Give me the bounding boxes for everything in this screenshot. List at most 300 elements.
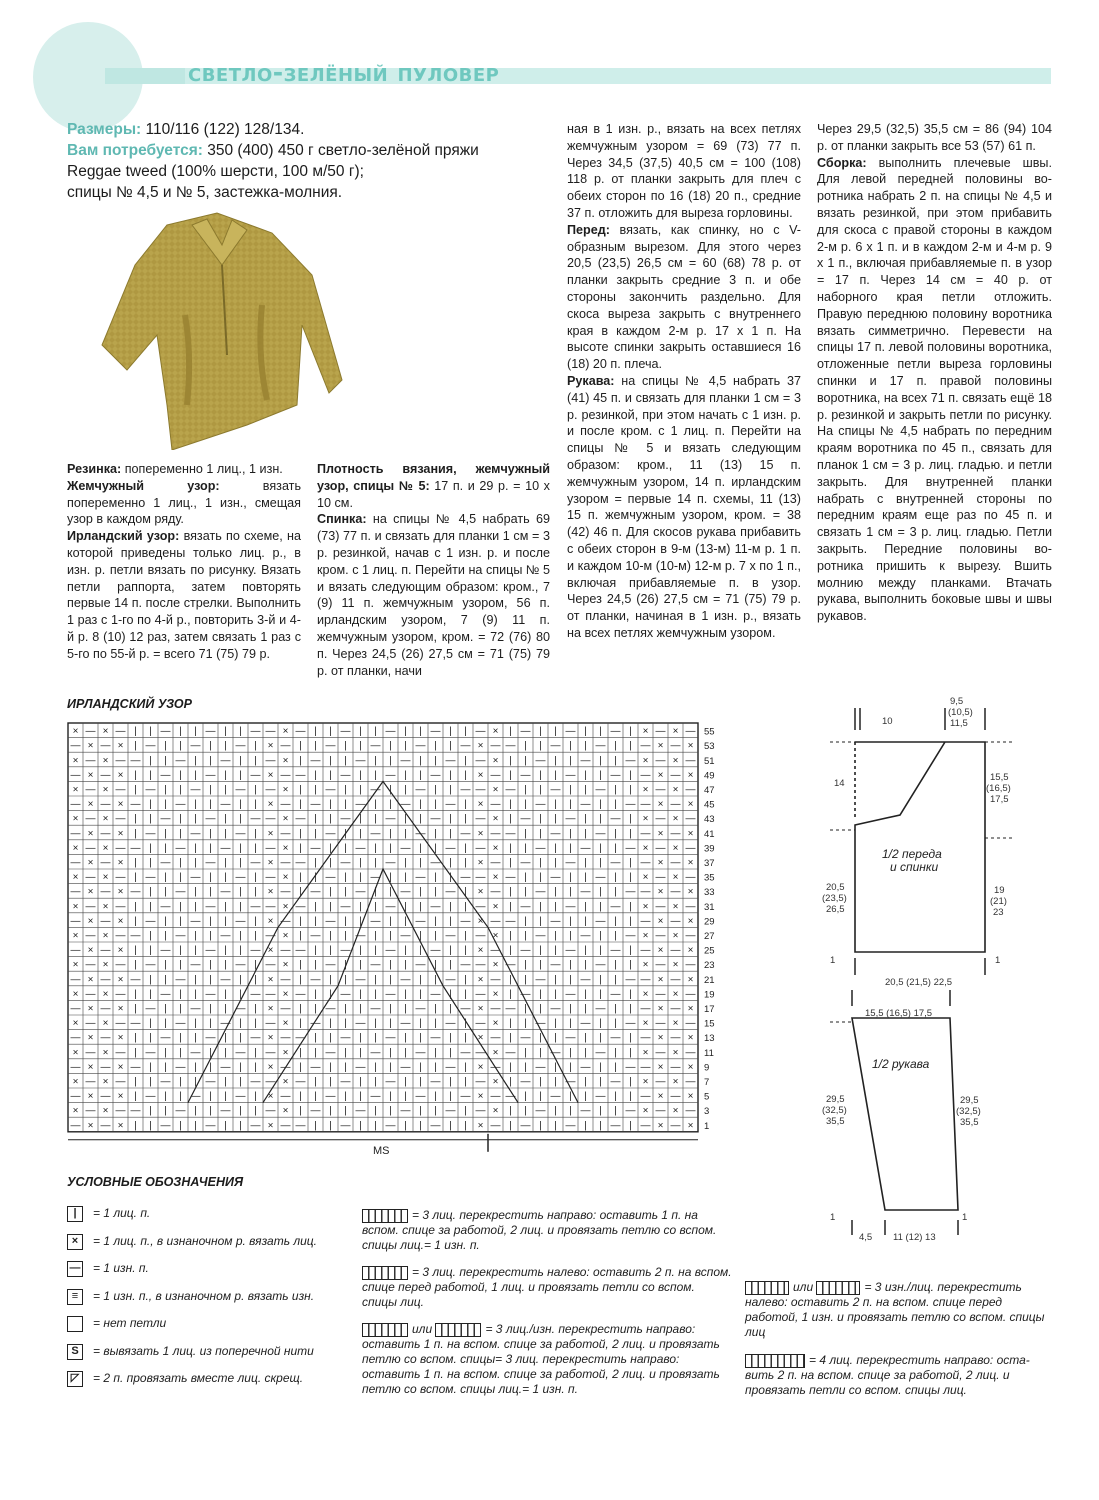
svg-text:—: — [685, 784, 696, 796]
svg-text:×: × [492, 872, 499, 884]
svg-text:—: — [550, 828, 561, 840]
svg-text:|: | [569, 1091, 572, 1103]
svg-text:|: | [224, 901, 227, 913]
svg-text:—: — [100, 740, 111, 752]
svg-text:×: × [492, 901, 499, 913]
svg-text:—: — [475, 1076, 486, 1088]
svg-text:—: — [280, 1032, 291, 1044]
svg-text:|: | [539, 1076, 542, 1088]
svg-text:×: × [687, 769, 694, 781]
body-label-1: 1/2 переда [882, 847, 942, 861]
svg-text:|: | [434, 930, 437, 942]
svg-text:|: | [329, 988, 332, 1000]
svg-text:|: | [539, 1003, 542, 1015]
svg-text:|: | [584, 740, 587, 752]
svg-text:|: | [329, 901, 332, 913]
svg-text:×: × [687, 1120, 694, 1132]
svg-text:|: | [134, 857, 137, 869]
svg-text:—: — [175, 930, 186, 942]
svg-text:|: | [554, 842, 557, 854]
svg-text:|: | [389, 959, 392, 971]
svg-text:|: | [194, 945, 197, 957]
legend-symbol-icon [67, 1316, 83, 1332]
svg-text:|: | [314, 988, 317, 1000]
svg-text:—: — [145, 915, 156, 927]
svg-text:—: — [565, 813, 576, 825]
svg-text:|: | [224, 988, 227, 1000]
svg-text:|: | [539, 945, 542, 957]
svg-text:|: | [209, 959, 212, 971]
svg-text:|: | [524, 784, 527, 796]
svg-text:×: × [267, 857, 274, 869]
svg-text:×: × [102, 930, 109, 942]
svg-text:|: | [164, 1061, 167, 1073]
svg-text:|: | [239, 1120, 242, 1132]
chart-ms-marker [68, 1134, 698, 1157]
svg-text:|: | [299, 740, 302, 752]
svg-text:×: × [282, 930, 289, 942]
svg-text:—: — [520, 945, 531, 957]
svg-text:|: | [374, 1120, 377, 1132]
svg-text:|: | [434, 915, 437, 927]
svg-text:|: | [134, 1003, 137, 1015]
svg-text:×: × [642, 813, 649, 825]
svg-text:|: | [629, 828, 632, 840]
svg-text:|: | [164, 799, 167, 811]
dim-left-lower-2: (23,5) [822, 893, 847, 904]
svg-text:|: | [539, 872, 542, 884]
svg-text:|: | [569, 1003, 572, 1015]
svg-text:|: | [209, 1105, 212, 1117]
svg-text:—: — [610, 1032, 621, 1044]
dim-sleeve-right-3: 35,5 [960, 1117, 979, 1128]
svg-text:|: | [299, 915, 302, 927]
svg-text:|: | [374, 799, 377, 811]
svg-text:|: | [434, 1091, 437, 1103]
svg-text:|: | [194, 799, 197, 811]
svg-text:×: × [282, 1076, 289, 1088]
svg-text:|: | [449, 959, 452, 971]
svg-text:—: — [340, 988, 351, 1000]
svg-text:×: × [87, 974, 94, 986]
svg-text:|: | [509, 769, 512, 781]
svg-text:|: | [194, 988, 197, 1000]
svg-text:|: | [344, 799, 347, 811]
svg-text:|: | [539, 915, 542, 927]
svg-text:—: — [400, 755, 411, 767]
svg-text:—: — [70, 740, 81, 752]
svg-text:—: — [595, 740, 606, 752]
svg-text:|: | [464, 1061, 467, 1073]
sleeve-label: 1/2 рукава [872, 1057, 930, 1071]
dim-one-right: 1 [995, 955, 1001, 966]
svg-text:—: — [265, 930, 276, 942]
svg-text:|: | [584, 726, 587, 738]
svg-text:|: | [449, 726, 452, 738]
svg-text:—: — [145, 1091, 156, 1103]
svg-text:|: | [524, 1091, 527, 1103]
svg-text:|: | [599, 1018, 602, 1030]
svg-text:|: | [464, 945, 467, 957]
svg-text:—: — [220, 886, 231, 898]
svg-text:—: — [685, 1105, 696, 1117]
svg-text:|: | [524, 799, 527, 811]
svg-text:—: — [205, 769, 216, 781]
svg-text:|: | [449, 813, 452, 825]
svg-text:—: — [355, 1018, 366, 1030]
paragraph-text: вязать попеременно 1 лиц., 1 изн., смещая узор в каждом ряду. [67, 478, 302, 527]
svg-text:|: | [434, 1061, 437, 1073]
svg-text:|: | [179, 959, 182, 971]
svg-text:|: | [194, 1018, 197, 1030]
svg-text:—: — [415, 1047, 426, 1059]
svg-text:|: | [359, 959, 362, 971]
svg-text:|: | [344, 1091, 347, 1103]
svg-text:—: — [115, 1076, 126, 1088]
svg-text:|: | [164, 740, 167, 752]
svg-text:|: | [554, 726, 557, 738]
svg-text:|: | [344, 974, 347, 986]
svg-text:×: × [687, 740, 694, 752]
dim-right-lower-3: 23 [993, 907, 1004, 918]
svg-text:—: — [190, 915, 201, 927]
dim-sleeve-top: 15,5 (16,5) 17,5 [865, 1008, 933, 1019]
svg-text:—: — [490, 1032, 501, 1044]
materials-value: 350 (400) 450 г светло-зелёной пряжи [207, 142, 479, 159]
cable-symbol-4a [745, 1281, 789, 1295]
svg-text:—: — [340, 945, 351, 957]
svg-text:—: — [70, 1003, 81, 1015]
svg-text:—: — [445, 1061, 456, 1073]
svg-text:|: | [254, 974, 257, 986]
svg-text:×: × [687, 886, 694, 898]
svg-text:|: | [464, 1032, 467, 1044]
svg-text:—: — [130, 886, 141, 898]
svg-text:|: | [344, 740, 347, 752]
svg-text:—: — [685, 872, 696, 884]
svg-text:×: × [102, 1105, 109, 1117]
svg-text:|: | [329, 799, 332, 811]
paragraph-text: попеременно 1 лиц., 1 изн. [121, 462, 283, 476]
legend-item [67, 1234, 357, 1262]
svg-text:—: — [100, 1032, 111, 1044]
svg-text:—: — [475, 959, 486, 971]
svg-text:—: — [265, 755, 276, 767]
svg-text:—: — [685, 930, 696, 942]
svg-text:|: | [554, 974, 557, 986]
svg-text:|: | [449, 1032, 452, 1044]
dim-bottom-width: 20,5 (21,5) 22,5 [885, 977, 953, 988]
svg-text:|: | [374, 726, 377, 738]
svg-text:×: × [267, 974, 274, 986]
svg-text:|: | [194, 726, 197, 738]
svg-text:—: — [370, 784, 381, 796]
svg-text:—: — [655, 959, 666, 971]
svg-text:—: — [100, 1003, 111, 1015]
svg-text:|: | [164, 872, 167, 884]
paragraph-heading: Плотность вязания, жемчужный узор, спицы № 5: [317, 462, 550, 493]
svg-text:—: — [610, 857, 621, 869]
svg-text:|: | [179, 1003, 182, 1015]
svg-text:—: — [490, 1120, 501, 1132]
svg-text:|: | [404, 769, 407, 781]
svg-text:|: | [194, 769, 197, 781]
svg-text:|: | [449, 1120, 452, 1132]
svg-text:×: × [102, 1076, 109, 1088]
row-number: 53 [704, 741, 715, 753]
svg-text:—: — [625, 755, 636, 767]
svg-text:|: | [164, 842, 167, 854]
svg-text:|: | [599, 755, 602, 767]
svg-text:—: — [610, 813, 621, 825]
svg-text:—: — [220, 842, 231, 854]
svg-text:|: | [164, 1047, 167, 1059]
svg-text:|: | [254, 1105, 257, 1117]
knitting-chart [60, 718, 730, 1178]
svg-text:—: — [115, 988, 126, 1000]
svg-text:|: | [569, 784, 572, 796]
svg-text:—: — [220, 755, 231, 767]
legend-text: = нет петли [93, 1316, 167, 1331]
svg-text:|: | [509, 1105, 512, 1117]
paragraph-heading: Жемчужный узор: [67, 478, 220, 493]
svg-text:—: — [160, 988, 171, 1000]
svg-text:|: | [524, 915, 527, 927]
svg-text:×: × [102, 988, 109, 1000]
svg-text:—: — [115, 1018, 126, 1030]
dim-top-right-1: 9,5 [950, 696, 964, 707]
svg-text:|: | [464, 799, 467, 811]
svg-text:|: | [539, 769, 542, 781]
svg-text:|: | [164, 784, 167, 796]
svg-text:—: — [355, 886, 366, 898]
svg-text:—: — [310, 842, 321, 854]
svg-text:—: — [100, 828, 111, 840]
svg-text:|: | [599, 1032, 602, 1044]
svg-text:—: — [580, 1105, 591, 1117]
svg-text:|: | [584, 784, 587, 796]
svg-text:—: — [205, 726, 216, 738]
svg-text:|: | [374, 857, 377, 869]
svg-text:|: | [389, 915, 392, 927]
svg-text:|: | [509, 726, 512, 738]
svg-text:|: | [509, 842, 512, 854]
svg-text:|: | [389, 1003, 392, 1015]
svg-text:|: | [359, 726, 362, 738]
svg-text:|: | [374, 842, 377, 854]
svg-text:—: — [655, 755, 666, 767]
paragraph-heading: Рукава: [567, 373, 615, 388]
svg-text:×: × [72, 930, 79, 942]
svg-text:|: | [449, 1076, 452, 1088]
svg-text:×: × [642, 784, 649, 796]
svg-text:×: × [72, 1105, 79, 1117]
svg-text:|: | [464, 930, 467, 942]
svg-text:|: | [194, 1105, 197, 1117]
svg-text:—: — [400, 930, 411, 942]
svg-text:×: × [657, 1120, 664, 1132]
svg-text:—: — [505, 959, 516, 971]
svg-text:—: — [145, 784, 156, 796]
svg-text:—: — [670, 740, 681, 752]
svg-text:|: | [329, 1061, 332, 1073]
svg-text:—: — [640, 886, 651, 898]
svg-text:—: — [280, 769, 291, 781]
svg-text:—: — [370, 740, 381, 752]
intro-block [67, 119, 537, 203]
svg-text:—: — [430, 857, 441, 869]
svg-text:|: | [614, 959, 617, 971]
svg-text:|: | [149, 930, 152, 942]
svg-text:|: | [299, 872, 302, 884]
svg-text:×: × [672, 872, 679, 884]
svg-text:|: | [404, 740, 407, 752]
svg-text:|: | [359, 828, 362, 840]
svg-text:×: × [687, 828, 694, 840]
svg-text:—: — [340, 857, 351, 869]
svg-text:×: × [267, 1003, 274, 1015]
paragraph-text: на спицы № 4,5 набрать 69 (73) 77 п. и связать для планки 1 см = 3 р. резинкой, начав с 1 изн. р. и после кром. с 1 лиц. п. Перейти на спицы № 5 и вязать следующим образом: кром., 7 (9) 11 п. жемчужным узором, 56 п. ирландским узором, 7 (9) 11 п. жемчужным узором, кром. = 72 (76) 80 п. Через 24,5 (26) 27,5 см = 71 (75) 79 р. от планки, начи [317, 512, 550, 678]
svg-text:|: | [509, 930, 512, 942]
svg-text:|: | [359, 813, 362, 825]
svg-text:|: | [449, 857, 452, 869]
svg-text:×: × [282, 988, 289, 1000]
svg-text:|: | [329, 886, 332, 898]
svg-text:—: — [160, 1076, 171, 1088]
svg-text:—: — [415, 1003, 426, 1015]
svg-text:×: × [72, 988, 79, 1000]
svg-text:|: | [134, 740, 137, 752]
svg-text:—: — [325, 1091, 336, 1103]
svg-text:|: | [419, 974, 422, 986]
svg-text:—: — [595, 1047, 606, 1059]
svg-text:—: — [340, 769, 351, 781]
svg-text:|: | [179, 1076, 182, 1088]
paragraph [67, 478, 301, 528]
svg-text:|: | [329, 857, 332, 869]
svg-text:—: — [340, 726, 351, 738]
svg-text:—: — [265, 1018, 276, 1030]
svg-text:—: — [250, 988, 261, 1000]
svg-text:—: — [445, 799, 456, 811]
svg-text:|: | [299, 1091, 302, 1103]
svg-text:×: × [687, 1091, 694, 1103]
row-number: 5 [704, 1091, 710, 1103]
svg-text:×: × [267, 1061, 274, 1073]
svg-text:—: — [280, 1120, 291, 1132]
svg-text:|: | [614, 755, 617, 767]
svg-text:|: | [329, 1018, 332, 1030]
svg-text:—: — [100, 799, 111, 811]
svg-text:|: | [449, 945, 452, 957]
svg-text:—: — [475, 872, 486, 884]
svg-text:|: | [359, 1047, 362, 1059]
svg-text:|: | [299, 784, 302, 796]
svg-text:|: | [524, 974, 527, 986]
svg-text:×: × [642, 901, 649, 913]
svg-text:×: × [492, 930, 499, 942]
svg-text:|: | [419, 813, 422, 825]
svg-text:×: × [687, 1061, 694, 1073]
svg-text:×: × [87, 1120, 94, 1132]
svg-text:×: × [687, 974, 694, 986]
svg-text:×: × [282, 872, 289, 884]
svg-text:|: | [374, 945, 377, 957]
row-number: 19 [704, 989, 715, 1001]
svg-text:×: × [642, 872, 649, 884]
svg-text:|: | [404, 988, 407, 1000]
svg-text:—: — [460, 1091, 471, 1103]
svg-text:—: — [580, 1061, 591, 1073]
svg-text:|: | [149, 988, 152, 1000]
svg-text:×: × [657, 915, 664, 927]
svg-text:—: — [175, 1105, 186, 1117]
svg-text:—: — [565, 857, 576, 869]
svg-text:×: × [72, 1076, 79, 1088]
svg-text:—: — [370, 1003, 381, 1015]
svg-text:|: | [374, 755, 377, 767]
svg-text:|: | [389, 1061, 392, 1073]
svg-text:—: — [400, 974, 411, 986]
svg-text:|: | [134, 769, 137, 781]
svg-text:—: — [385, 945, 396, 957]
row-number: 51 [704, 755, 715, 767]
svg-text:|: | [404, 1047, 407, 1059]
svg-text:|: | [134, 726, 137, 738]
svg-text:×: × [492, 988, 499, 1000]
svg-text:|: | [209, 740, 212, 752]
svg-text:|: | [299, 1047, 302, 1059]
svg-text:—: — [115, 930, 126, 942]
svg-text:—: — [550, 740, 561, 752]
svg-text:×: × [672, 1018, 679, 1030]
paragraph-text: Через 29,5 (32,5) 35,5 см = 86 (94) 104 р. от планки закрыть все 53 (57) 61 п. [817, 122, 1052, 153]
svg-text:|: | [569, 886, 572, 898]
svg-text:—: — [235, 828, 246, 840]
svg-text:—: — [475, 842, 486, 854]
svg-text:|: | [374, 813, 377, 825]
svg-text:×: × [477, 1032, 484, 1044]
svg-text:|: | [179, 784, 182, 796]
svg-text:—: — [430, 726, 441, 738]
svg-text:—: — [670, 828, 681, 840]
svg-text:|: | [239, 1105, 242, 1117]
svg-text:—: — [550, 872, 561, 884]
svg-text:—: — [550, 1003, 561, 1015]
svg-text:|: | [419, 886, 422, 898]
svg-text:—: — [565, 1032, 576, 1044]
svg-text:|: | [194, 886, 197, 898]
svg-text:|: | [419, 1018, 422, 1030]
svg-text:|: | [134, 959, 137, 971]
svg-text:|: | [239, 901, 242, 913]
svg-text:|: | [599, 1120, 602, 1132]
svg-text:—: — [340, 813, 351, 825]
svg-text:|: | [404, 945, 407, 957]
svg-text:—: — [580, 886, 591, 898]
svg-text:|: | [224, 784, 227, 796]
svg-text:—: — [550, 784, 561, 796]
cable-symbol-1 [362, 1209, 408, 1223]
legend-symbol-icon: — [67, 1261, 83, 1277]
row-number: 31 [704, 901, 715, 913]
svg-text:—: — [235, 740, 246, 752]
svg-text:|: | [434, 740, 437, 752]
svg-text:—: — [580, 755, 591, 767]
svg-text:—: — [70, 886, 81, 898]
svg-text:|: | [149, 799, 152, 811]
svg-text:|: | [554, 799, 557, 811]
